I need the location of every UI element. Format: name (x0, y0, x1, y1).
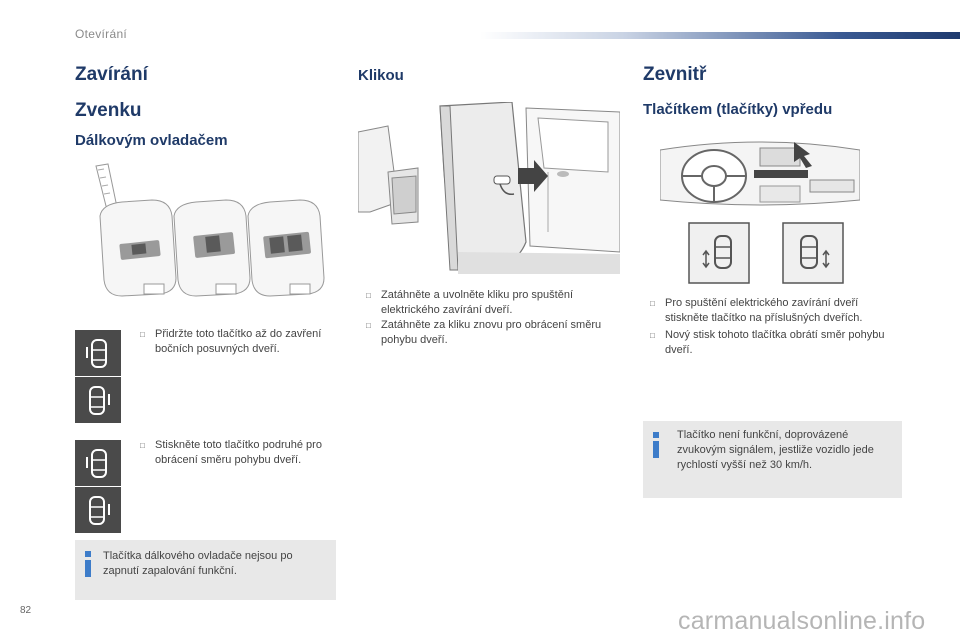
page-title-closing: Zavírání (75, 64, 148, 85)
info-box-speed: Tlačítko není funkční, doprovázené zvukovým signálem, jestliže vozidlo jede rychlostí vyšší než 30 km/h. (643, 421, 902, 498)
remote-keys-illustration (82, 160, 337, 310)
instruction-pull-handle: □ Zatáhněte a uvolněte kliku pro spuštění elektrického zavírání dveří. (366, 289, 574, 316)
instruction-press-door-button: □ Pro spuštění elektrického zavírání dveří stiskněte tlačítko na příslušných dveřích. (650, 297, 863, 324)
bullet-icon: □ (650, 299, 655, 308)
info-box-remote: Tlačítka dálkového ovladače nejsou po zapnutí zapalování funkční. (75, 540, 336, 600)
bullet-icon: □ (366, 291, 371, 300)
bullet-icon: □ (140, 441, 145, 450)
van-door-handle-illustration (358, 102, 620, 274)
info-icon (652, 432, 660, 458)
section-label: Otevírání (75, 27, 128, 41)
bullet-icon: □ (140, 330, 145, 339)
right-door-switch-illustration (782, 222, 844, 284)
watermark: carmanualsonline.info (678, 607, 926, 635)
sliding-door-right-icon (75, 377, 121, 423)
sliding-door-right-icon-2 (75, 487, 121, 533)
heading-by-handle: Klikou (358, 67, 404, 84)
sliding-door-left-icon-2 (75, 440, 121, 486)
instruction-hold-button: □ Přidržte toto tlačítko až do zavření bočních posuvných dveří. (140, 328, 322, 355)
dashboard-illustration (660, 140, 860, 215)
bullet-icon: □ (366, 321, 371, 330)
bullet-icon: □ (650, 331, 655, 340)
sliding-door-left-icon (75, 330, 121, 376)
heading-remote-control: Dálkovým ovladačem (75, 132, 228, 149)
instruction-pull-again: □ Zatáhněte za kliku znovu pro obrácení směru pohybu dveří. (366, 319, 602, 346)
header-bar (480, 32, 960, 39)
instruction-press-reverse: □ Nový stisk tohoto tlačítka obrátí směr pohybu dveří. (650, 329, 885, 356)
page-number: 82 (20, 605, 32, 616)
info-icon (84, 551, 92, 577)
left-door-switch-illustration (688, 222, 750, 284)
heading-front-buttons: Tlačítkem (tlačítky) vpředu (643, 101, 833, 118)
instruction-press-again: □ Stiskněte toto tlačítko podruhé pro obrácení směru pohybu dveří. (140, 439, 322, 466)
title-inside: Zevnitř (643, 64, 707, 85)
subtitle-outside: Zvenku (75, 100, 142, 121)
